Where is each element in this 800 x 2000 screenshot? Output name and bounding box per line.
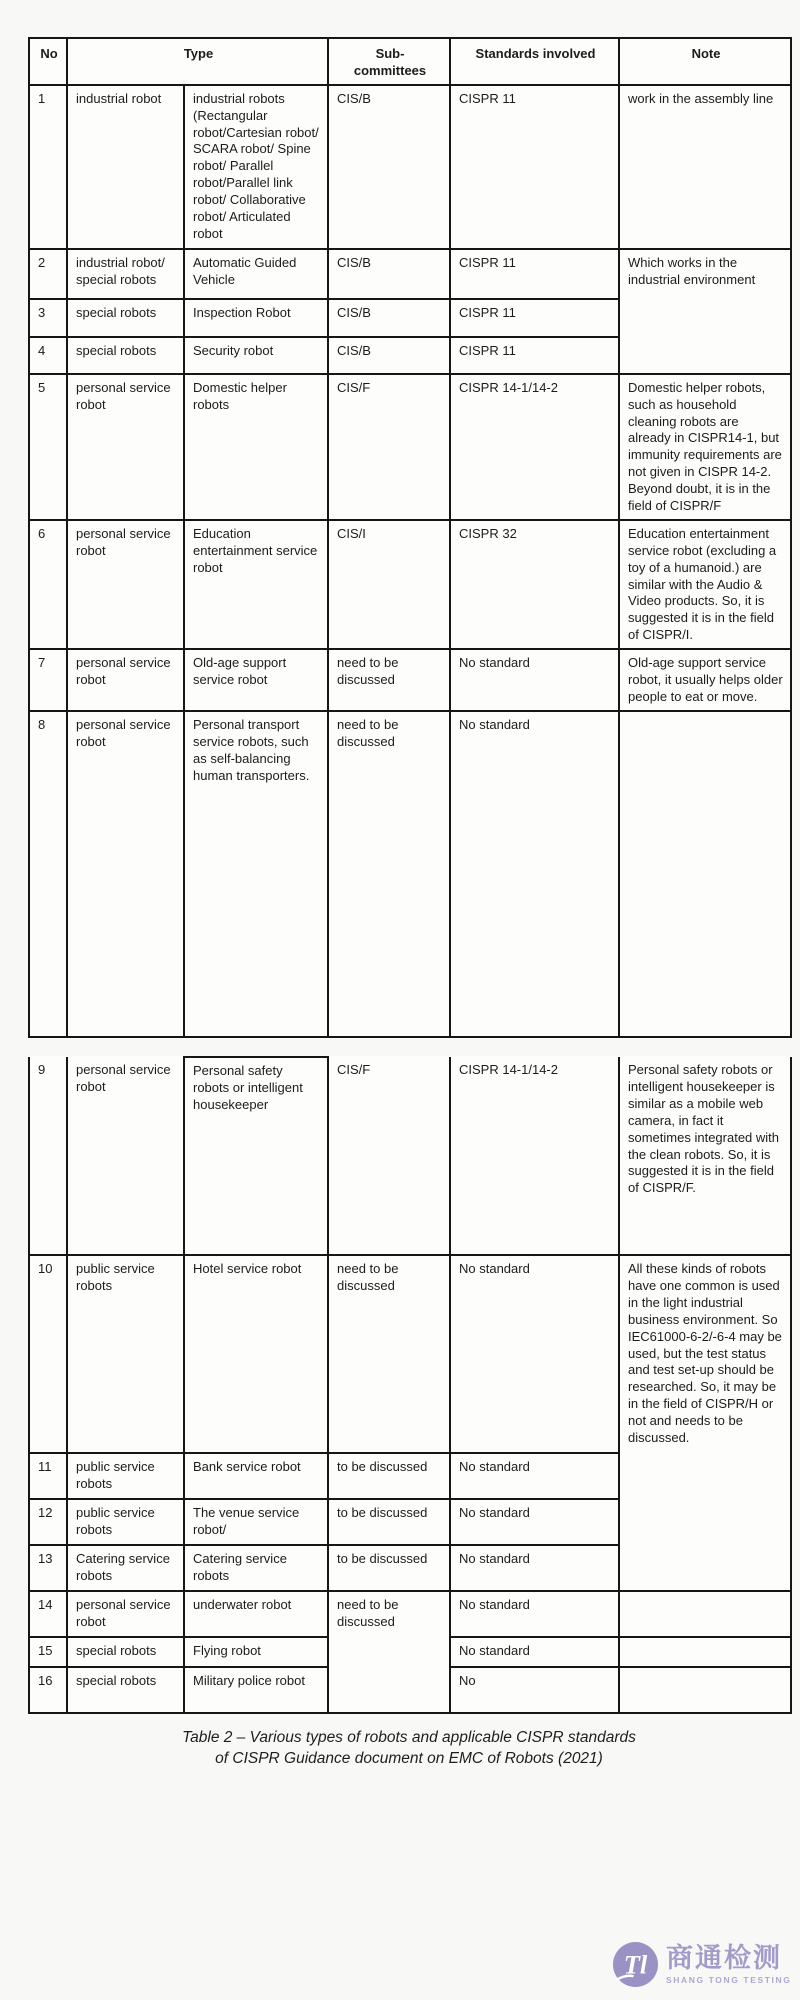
header-sub-line1: Sub- (375, 46, 405, 61)
type-detail-cell: Old-age support service robot (184, 649, 328, 711)
subcommittee-cell: CIS/B (328, 249, 450, 299)
standards-cell: No standard (450, 1499, 619, 1545)
type-detail-cell: Personal safety robots or intelligent housekeeper (184, 1057, 328, 1255)
caption-line-2: of CISPR Guidance document on EMC of Robots (2021) (215, 1750, 603, 1768)
no-cell: 4 (29, 337, 67, 374)
no-cell: 9 (29, 1057, 67, 1255)
type-detail-cell: industrial robots (Rectangular robot/Cartesian robot/ SCARA robot/ Spine robot/ Parallel robot/Parallel link robot/ Collaborative robot/ Articulated robot (184, 85, 328, 249)
type-detail-cell: underwater robot (184, 1591, 328, 1637)
type-category-cell: personal service robot (67, 649, 184, 711)
standards-cell: No standard (450, 1637, 619, 1667)
table-row (29, 711, 791, 1037)
type-category-cell: personal service robot (67, 1057, 184, 1255)
header-type: Type (67, 38, 328, 85)
standards-cell: CISPR 11 (450, 85, 619, 249)
logo-circle-icon (612, 1941, 659, 1988)
table-row (29, 649, 791, 711)
svg-text:Tl: Tl (623, 1949, 648, 1980)
no-cell: 13 (29, 1545, 67, 1591)
standards-cell: CISPR 11 (450, 249, 619, 299)
note-cell (619, 1667, 791, 1713)
no-cell: 2 (29, 249, 67, 299)
standards-cell: CISPR 11 (450, 299, 619, 337)
type-category-cell: public service robots (67, 1255, 184, 1453)
type-detail-cell: Education entertainment service robot (184, 520, 328, 649)
standards-cell: No standard (450, 1453, 619, 1499)
type-detail-cell: Bank service robot (184, 1453, 328, 1499)
type-category-cell: special robots (67, 337, 184, 374)
standards-cell: No standard (450, 1591, 619, 1637)
no-cell: 5 (29, 374, 67, 520)
table-row (29, 85, 791, 249)
subcommittee-cell: CIS/B (328, 85, 450, 249)
no-cell: 16 (29, 1667, 67, 1713)
table-row (29, 249, 791, 299)
no-cell: 3 (29, 299, 67, 337)
type-detail-cell: Domestic helper robots (184, 374, 328, 520)
header-no: No (29, 38, 67, 85)
type-category-cell: personal service robot (67, 520, 184, 649)
note-cell (619, 711, 791, 1037)
robots-standards-table-part1 (28, 37, 792, 1038)
type-category-cell: personal service robot (67, 711, 184, 1037)
logo-text-block (666, 1942, 792, 1985)
type-category-cell: special robots (67, 1667, 184, 1713)
no-cell: 11 (29, 1453, 67, 1499)
standards-cell: No standard (450, 1255, 619, 1453)
type-category-cell: personal service robot (67, 1591, 184, 1637)
standards-cell: CISPR 11 (450, 337, 619, 374)
type-category-cell: public service robots (67, 1453, 184, 1499)
note-cell (619, 1637, 791, 1667)
type-detail-cell: Inspection Robot (184, 299, 328, 337)
standards-cell: No standard (450, 1545, 619, 1591)
no-cell: 15 (29, 1637, 67, 1667)
table-row (29, 1255, 791, 1453)
subcommittee-cell: need to be discussed (328, 711, 450, 1037)
subcommittee-cell: to be discussed (328, 1545, 450, 1591)
standards-cell: CISPR 32 (450, 520, 619, 649)
subcommittee-cell-merged: need to be discussed (328, 1591, 450, 1713)
table-row (29, 374, 791, 520)
type-category-cell: public service robots (67, 1499, 184, 1545)
type-detail-cell: The venue service robot/ (184, 1499, 328, 1545)
standards-cell: No standard (450, 711, 619, 1037)
header-subcommittees (328, 38, 450, 85)
caption-line-1: Table 2 – Various types of robots and applicable CISPR standards (182, 1729, 636, 1747)
note-cell: Education entertainment service robot (excluding a toy of a humanoid.) are similar with the Audio & Video products. So, it is suggested it is in the field of CISPR/I. (619, 520, 791, 649)
table-row (29, 1591, 791, 1637)
subcommittee-cell: CIS/F (328, 374, 450, 520)
table-caption (28, 1728, 790, 1770)
subcommittee-cell: need to be discussed (328, 649, 450, 711)
type-detail-cell: Military police robot (184, 1667, 328, 1713)
subcommittee-cell: CIS/I (328, 520, 450, 649)
type-detail-cell: Catering service robots (184, 1545, 328, 1591)
standards-cell: CISPR 14-1/14-2 (450, 374, 619, 520)
type-category-cell: industrial robot/ special robots (67, 249, 184, 299)
standards-cell: No standard (450, 649, 619, 711)
note-cell: work in the assembly line (619, 85, 791, 249)
logo-name-chinese: 商通检测 (666, 1942, 782, 1973)
note-cell-merged: Which works in the industrial environment (619, 249, 791, 374)
no-cell: 14 (29, 1591, 67, 1637)
header-sub-line2: committees (353, 62, 427, 78)
table-row (29, 1057, 791, 1255)
subcommittee-cell: need to be discussed (328, 1255, 450, 1453)
no-cell: 6 (29, 520, 67, 649)
type-detail-cell: Hotel service robot (184, 1255, 328, 1453)
type-detail-cell: Flying robot (184, 1637, 328, 1667)
type-detail-cell: Security robot (184, 337, 328, 374)
note-cell: Old-age support service robot, it usually helps older people to eat or move. (619, 649, 791, 711)
robots-standards-table-part2 (28, 1056, 792, 1714)
no-cell: 12 (29, 1499, 67, 1545)
shangtong-logo (612, 1941, 791, 1988)
logo-name-english: SHANG TONG TESTING (666, 1974, 792, 1985)
note-cell: Domestic helper robots, such as household cleaning robots are already in CISPR14-1, but immunity requirements are not given in CISPR 14-2. Beyond doubt, it is in the field of CISPR/F (619, 374, 791, 520)
note-cell (619, 1591, 791, 1637)
page-break-gap (0, 1038, 800, 1056)
subcommittee-cell: CIS/B (328, 299, 450, 337)
header-note: Note (619, 38, 791, 85)
subcommittee-cell: CIS/B (328, 337, 450, 374)
no-cell: 1 (29, 85, 67, 249)
subcommittee-cell: to be discussed (328, 1499, 450, 1545)
no-cell: 7 (29, 649, 67, 711)
type-category-cell: industrial robot (67, 85, 184, 249)
table-header-row (29, 38, 791, 85)
type-category-cell: Catering service robots (67, 1545, 184, 1591)
type-category-cell: special robots (67, 299, 184, 337)
standards-cell: CISPR 14-1/14-2 (450, 1057, 619, 1255)
type-category-cell: personal service robot (67, 374, 184, 520)
type-category-cell: special robots (67, 1637, 184, 1667)
no-cell: 8 (29, 711, 67, 1037)
subcommittee-cell: CIS/F (328, 1057, 450, 1255)
standards-cell: No (450, 1667, 619, 1713)
note-cell-merged: All these kinds of robots have one common is used in the light industrial business environment. So IEC61000-6-2/-6-4 may be used, but the test status and test set-up should be researched. So, it may be in the field of CISPR/H or not and needs to be discussed. (619, 1255, 791, 1591)
note-cell: Personal safety robots or intelligent housekeeper is similar as a mobile web camera, in fact it sometimes integrated with the clean robots. So, it is suggested it is in the field of CISPR/F. (619, 1057, 791, 1255)
type-detail-cell: Personal transport service robots, such as self-balancing human transporters. (184, 711, 328, 1037)
subcommittee-cell: to be discussed (328, 1453, 450, 1499)
table-row (29, 520, 791, 649)
no-cell: 10 (29, 1255, 67, 1453)
header-standards: Standards involved (450, 38, 619, 85)
type-detail-cell: Automatic Guided Vehicle (184, 249, 328, 299)
